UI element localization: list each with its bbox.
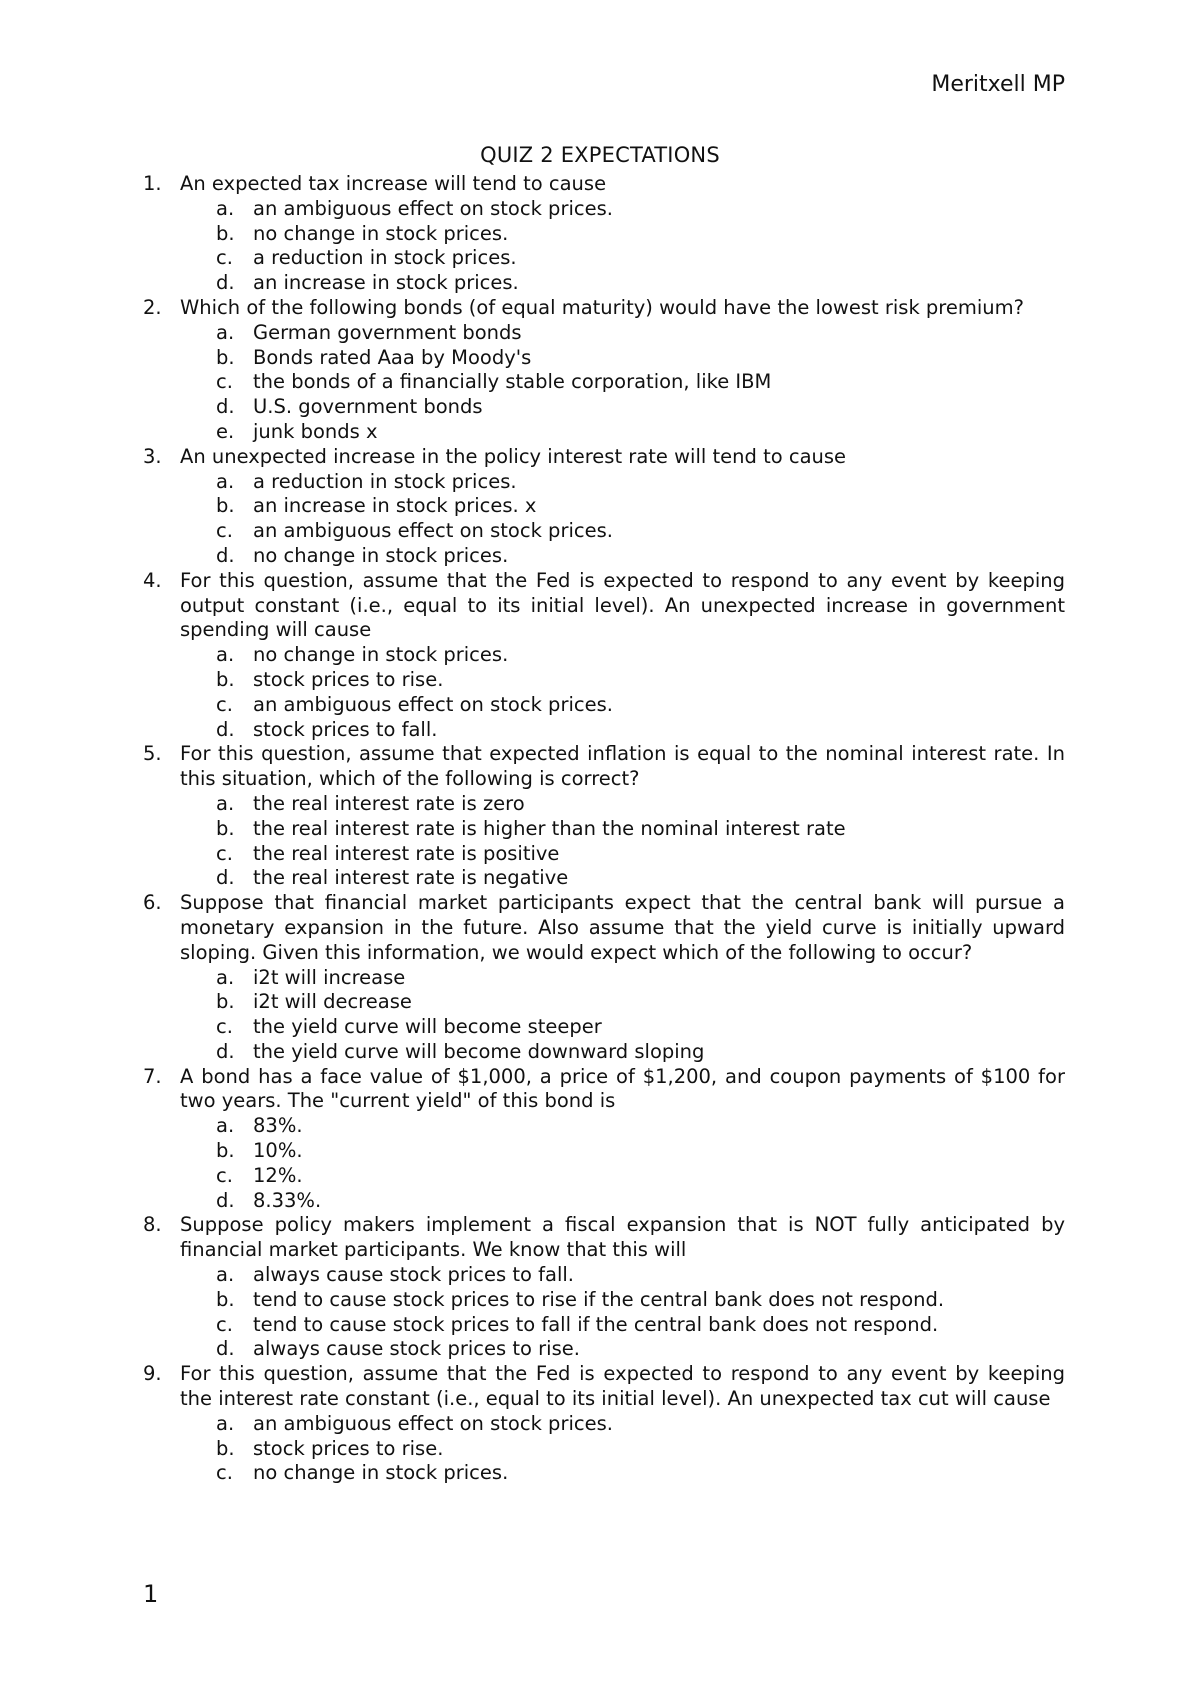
option-letter: b.	[216, 990, 235, 1014]
option-letter: a.	[216, 320, 235, 344]
question-number: 1.	[143, 172, 162, 195]
question-7	[143, 1065, 1065, 1214]
page-number: 1	[143, 1580, 159, 1608]
answer-option	[180, 1313, 1065, 1338]
answer-option	[180, 1337, 1065, 1362]
answer-option	[180, 668, 1065, 693]
question-number: 3.	[143, 444, 162, 468]
answer-option	[180, 494, 1065, 519]
answer-option	[180, 321, 1065, 346]
option-text: 10%.	[253, 1139, 303, 1163]
option-letter: a.	[216, 643, 235, 667]
answer-option	[180, 842, 1065, 867]
option-letter: b.	[216, 221, 235, 245]
option-text: no change in stock prices.	[253, 543, 509, 567]
answer-option	[180, 693, 1065, 718]
option-letter: d.	[216, 1188, 235, 1212]
question-text: For this question, assume that expected inflation is equal to the nominal interest rate. In this situation, which of the following is correct?	[180, 742, 1065, 791]
option-text: a reduction in stock prices.	[253, 246, 517, 270]
question-5	[143, 742, 1065, 891]
option-letter: b.	[216, 1139, 235, 1163]
option-letter: e.	[216, 419, 235, 443]
option-text: the real interest rate is negative	[253, 866, 569, 890]
answer-option	[180, 346, 1065, 371]
question-1	[143, 172, 1065, 296]
option-text: Bonds rated Aaa by Moody's	[253, 345, 532, 369]
option-text: an ambiguous effect on stock prices.	[253, 196, 613, 220]
answer-option	[180, 370, 1065, 395]
option-letter: c.	[216, 246, 233, 270]
option-text: no change in stock prices.	[253, 221, 509, 245]
option-text: stock prices to fall.	[253, 717, 438, 741]
answer-option	[180, 1164, 1065, 1189]
option-letter: c.	[216, 1163, 233, 1187]
question-6	[143, 891, 1065, 1065]
option-letter: d.	[216, 1039, 235, 1063]
option-text: an increase in stock prices. x	[253, 494, 537, 518]
option-letter: c.	[216, 519, 233, 543]
option-text: 83%.	[253, 1114, 303, 1138]
answer-option	[180, 395, 1065, 420]
question-list	[143, 172, 1065, 1486]
answer-option	[180, 1015, 1065, 1040]
answer-options	[180, 197, 1065, 296]
option-letter: c.	[216, 1312, 233, 1336]
question-text: A bond has a face value of $1,000, a price of $1,200, and coupon payments of $100 for two years. The "current yield" of this bond is	[180, 1064, 1065, 1113]
option-text: always cause stock prices to rise.	[253, 1337, 580, 1361]
answer-option	[180, 1437, 1065, 1462]
option-letter: d.	[216, 543, 235, 567]
option-letter: c.	[216, 1461, 233, 1485]
option-letter: b.	[216, 816, 235, 840]
option-text: 12%.	[253, 1163, 303, 1187]
option-text: tend to cause stock prices to fall if the central bank does not respond.	[253, 1312, 939, 1336]
option-text: the yield curve will become steeper	[253, 1015, 602, 1039]
answer-option	[180, 1040, 1065, 1065]
option-letter: a.	[216, 1411, 235, 1435]
option-letter: a.	[216, 1114, 235, 1138]
option-text: German government bonds	[253, 320, 522, 344]
question-2	[143, 296, 1065, 445]
option-letter: b.	[216, 494, 235, 518]
option-text: stock prices to rise.	[253, 1436, 444, 1460]
answer-option	[180, 990, 1065, 1015]
option-letter: c.	[216, 1015, 233, 1039]
question-number: 7.	[143, 1064, 162, 1088]
option-text: the yield curve will become downward sloping	[253, 1039, 705, 1063]
option-letter: b.	[216, 345, 235, 369]
question-text: Suppose that financial market participants expect that the central bank will pursue a monetary expansion in the future. Also assume that the yield curve is initially upward sloping. Given this information, we would expect which of the following to occur?	[180, 891, 1065, 964]
question-number: 5.	[143, 742, 162, 766]
answer-option	[180, 718, 1065, 743]
question-text: For this question, assume that the Fed is expected to respond to any event by keeping the interest rate constant (i.e., equal to its initial level). An unexpected tax cut will cause	[180, 1362, 1065, 1411]
question-text: Suppose policy makers implement a fiscal expansion that is NOT fully anticipated by financial market participants. We know that this will	[180, 1213, 1065, 1262]
question-number: 6.	[143, 891, 162, 915]
option-letter: c.	[216, 370, 233, 394]
option-text: tend to cause stock prices to rise if the central bank does not respond.	[253, 1287, 945, 1311]
answer-option	[180, 1263, 1065, 1288]
option-text: a reduction in stock prices.	[253, 469, 517, 493]
option-text: no change in stock prices.	[253, 643, 509, 667]
option-text: an ambiguous effect on stock prices.	[253, 692, 613, 716]
question-4	[143, 569, 1065, 743]
option-text: i2t will decrease	[253, 990, 412, 1014]
option-text: the real interest rate is positive	[253, 841, 560, 865]
answer-option	[180, 643, 1065, 668]
answer-options	[180, 643, 1065, 742]
question-9	[143, 1362, 1065, 1486]
answer-option	[180, 246, 1065, 271]
question-number: 2.	[143, 295, 162, 319]
option-text: the bonds of a financially stable corporation, like IBM	[253, 370, 772, 394]
answer-option	[180, 792, 1065, 817]
question-number: 9.	[143, 1362, 162, 1386]
answer-options	[180, 470, 1065, 569]
option-text: the real interest rate is zero	[253, 791, 525, 815]
option-text: 8.33%.	[253, 1188, 322, 1212]
option-letter: b.	[216, 667, 235, 691]
answer-option	[180, 1189, 1065, 1214]
option-text: an ambiguous effect on stock prices.	[253, 519, 613, 543]
quiz-title: QUIZ 2 EXPECTATIONS	[480, 143, 720, 167]
answer-option	[180, 817, 1065, 842]
answer-option	[180, 1412, 1065, 1437]
question-text: An expected tax increase will tend to cause	[180, 172, 607, 195]
option-letter: a.	[216, 965, 235, 989]
answer-option	[180, 470, 1065, 495]
option-text: junk bonds x	[253, 419, 378, 443]
answer-option	[180, 1139, 1065, 1164]
question-text: An unexpected increase in the policy interest rate will tend to cause	[180, 444, 847, 468]
question-3	[143, 445, 1065, 569]
option-letter: d.	[216, 717, 235, 741]
answer-option	[180, 1461, 1065, 1486]
option-text: always cause stock prices to fall.	[253, 1263, 575, 1287]
answer-options	[180, 792, 1065, 891]
option-text: no change in stock prices.	[253, 1461, 509, 1485]
question-number: 4.	[143, 568, 162, 592]
answer-option	[180, 866, 1065, 891]
option-letter: a.	[216, 791, 235, 815]
answer-option	[180, 271, 1065, 296]
answer-options	[180, 966, 1065, 1065]
option-letter: c.	[216, 692, 233, 716]
answer-option	[180, 1288, 1065, 1313]
question-text: For this question, assume that the Fed is expected to respond to any event by keeping output constant (i.e., equal to its initial level). An unexpected increase in government spending will cause	[180, 568, 1065, 642]
option-letter: b.	[216, 1436, 235, 1460]
option-text: an ambiguous effect on stock prices.	[253, 1411, 613, 1435]
option-letter: d.	[216, 866, 235, 890]
question-number: 8.	[143, 1213, 162, 1237]
option-letter: d.	[216, 271, 235, 295]
option-text: i2t will increase	[253, 965, 406, 989]
answer-option	[180, 222, 1065, 247]
option-text: the real interest rate is higher than the nominal interest rate	[253, 816, 846, 840]
answer-option	[180, 519, 1065, 544]
option-letter: a.	[216, 469, 235, 493]
answer-option	[180, 197, 1065, 222]
option-letter: c.	[216, 841, 233, 865]
answer-options	[180, 1114, 1065, 1213]
option-text: U.S. government bonds	[253, 395, 483, 419]
option-text: stock prices to rise.	[253, 667, 444, 691]
option-text: an increase in stock prices.	[253, 271, 519, 295]
option-letter: a.	[216, 1263, 235, 1287]
option-letter: d.	[216, 395, 235, 419]
answer-options	[180, 1412, 1065, 1486]
answer-options	[180, 1263, 1065, 1362]
answer-option	[180, 420, 1065, 445]
answer-option	[180, 544, 1065, 569]
option-letter: d.	[216, 1337, 235, 1361]
answer-options	[180, 321, 1065, 445]
author-name: Meritxell MP	[931, 72, 1065, 97]
question-text: Which of the following bonds (of equal maturity) would have the lowest risk premium?	[180, 295, 1025, 319]
answer-option	[180, 966, 1065, 991]
question-8	[143, 1213, 1065, 1362]
answer-option	[180, 1114, 1065, 1139]
option-letter: b.	[216, 1287, 235, 1311]
option-letter: a.	[216, 196, 235, 220]
